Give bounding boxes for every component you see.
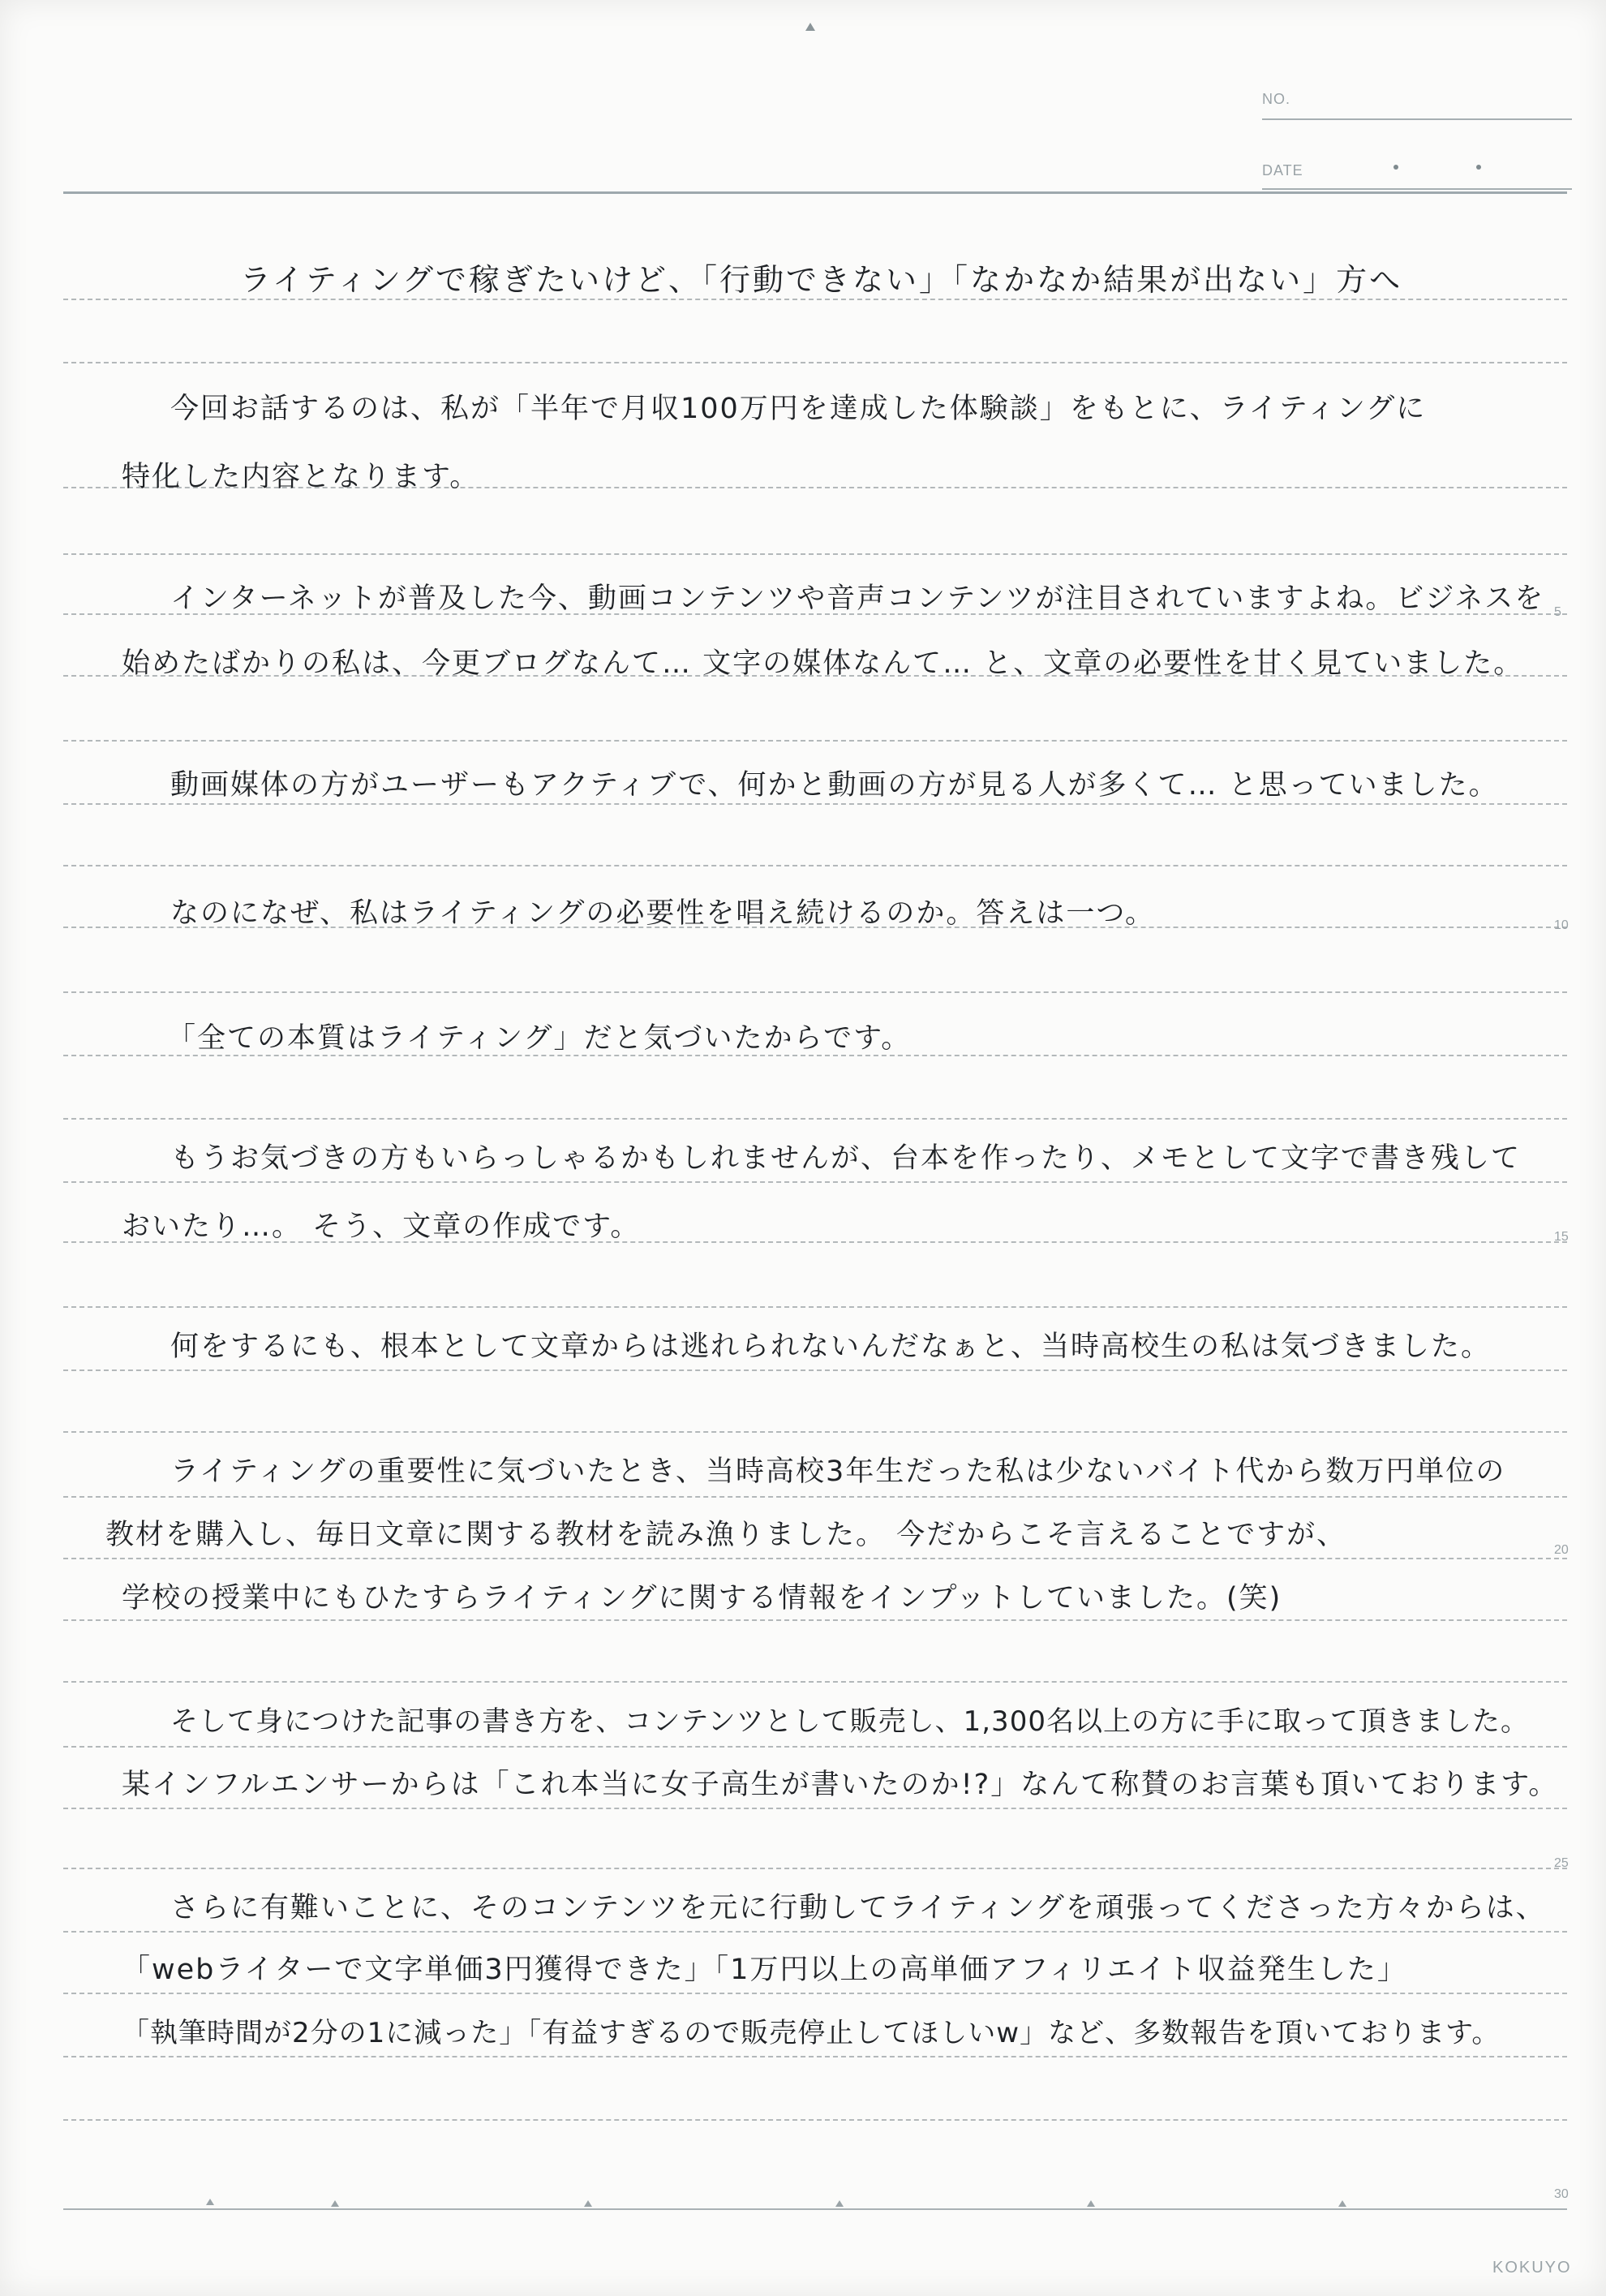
paragraph-line: もうお気づきの方もいらっしゃるかもしれませんが、台本を作ったり、メモとして文字で書き残して <box>170 1142 1522 1175</box>
ruled-line <box>63 1369 1567 1371</box>
ruled-line <box>63 362 1567 363</box>
paragraph-line: さらに有難いことに、そのコンテンツを元に行動してライティングを頑張ってくださった方々からは、 <box>170 1892 1546 1924</box>
date-dot <box>1393 165 1398 170</box>
paragraph-line: 教材を購入し、毎日文章に関する教材を読み漁りました。 今だからこそ言えることですが、 <box>105 1519 1347 1551</box>
ruled-line <box>63 1306 1567 1308</box>
line-number: 20 <box>1554 1543 1569 1557</box>
line-number: 15 <box>1554 1230 1569 1244</box>
date-underline <box>1262 188 1572 190</box>
ruled-line <box>63 1868 1567 1869</box>
bottom-marker <box>835 2200 844 2207</box>
paragraph-line: 某インフルエンサーからは「これ本当に女子高生が書いたのか!?」なんて称賛のお言葉も頂いております。 <box>122 1769 1559 1801</box>
paragraph-line: 「webライターで文字単価3円獲得できた」「1万円以上の高単価アフィリエイト収益発生した」 <box>122 1954 1407 1986</box>
ruled-line <box>63 2056 1567 2057</box>
line-number: 10 <box>1554 918 1569 932</box>
ruled-line <box>63 1746 1567 1748</box>
ruled-line <box>63 803 1567 805</box>
ruled-line <box>63 1118 1567 1120</box>
line-number: 5 <box>1554 605 1561 619</box>
paragraph-line: インターネットが普及した今、動画コンテンツや音声コンテンツが注目されていますよね。ビジネスを <box>170 583 1545 615</box>
line-number: 30 <box>1554 2187 1569 2201</box>
ruled-line <box>63 991 1567 993</box>
paragraph-line: ライティングの重要性に気づいたとき、当時高校3年生だった私は少ないバイト代から数万円単位の <box>170 1455 1506 1488</box>
ruled-line <box>63 1993 1567 1994</box>
ruled-line <box>63 1931 1567 1933</box>
paragraph-line: 動画媒体の方がユーザーもアクティブで、何かと動画の方が見る人が多くて… と思っていました。 <box>170 769 1499 802</box>
paragraph-line: 学校の授業中にもひたすらライティングに関する情報をインプットしていました。(笑) <box>122 1582 1282 1615</box>
bottom-marker <box>584 2200 592 2207</box>
paragraph-line: 何をするにも、根本として文章からは逃れられないんだなぁと、当時高校生の私は気づきました。 <box>170 1331 1492 1363</box>
paragraph-line: そして身につけた記事の書き方を、コンテンツとして販売し、1,300名以上の方に手に取って頂きました。 <box>170 1705 1529 1738</box>
date-label: DATE <box>1262 162 1303 178</box>
bottom-marker <box>206 2199 214 2205</box>
top-center-mark <box>805 23 815 31</box>
ruled-line <box>63 1496 1567 1498</box>
ruled-line <box>63 1808 1567 1809</box>
no-label: NO. <box>1262 91 1291 107</box>
ruled-line <box>63 740 1567 742</box>
bottom-marker <box>1338 2200 1346 2207</box>
ruled-line <box>63 553 1567 555</box>
ruled-line <box>63 1619 1567 1621</box>
paragraph-line: おいたり…。 そう、文章の作成です。 <box>122 1210 641 1243</box>
paragraph-line: 特化した内容となります。 <box>122 461 480 493</box>
ruled-line <box>63 1558 1567 1559</box>
paragraph-line: 今回お話するのは、私が「半年で月収100万円を達成した体験談」をもとに、ライティングに <box>170 393 1427 425</box>
paragraph-line: なのになぜ、私はライティングの必要性を唱え続けるのか。答えは一つ。 <box>170 897 1156 930</box>
ruled-line <box>63 2119 1567 2121</box>
brand-logo: KOKUYO <box>1492 2259 1572 2277</box>
bottom-marker <box>331 2200 339 2207</box>
header-rule <box>63 191 1567 194</box>
bottom-rule <box>63 2208 1567 2210</box>
ruled-line <box>63 1181 1567 1183</box>
date-dot <box>1476 165 1481 170</box>
bottom-marker <box>1087 2200 1095 2207</box>
line-number: 25 <box>1554 1856 1569 1870</box>
ruled-line <box>63 1431 1567 1433</box>
paragraph-line: 「執筆時間が2分の1に減った」「有益すぎるので販売停止してほしいw」など、多数報告を頂いております。 <box>122 2017 1501 2049</box>
page-title: ライティングで稼ぎたいけど、「行動できない」「なかなか結果が出ない」方へ <box>240 262 1403 298</box>
paragraph-line: 始めたばかりの私は、今更ブログなんて… 文字の媒体なんて… と、文章の必要性を甘く見ていました。 <box>122 647 1524 680</box>
ruled-line <box>63 865 1567 866</box>
ruled-line <box>63 1681 1567 1683</box>
no-underline <box>1262 118 1572 120</box>
paragraph-line: 「全ての本質はライティング」だと気づいたからです。 <box>167 1022 912 1055</box>
